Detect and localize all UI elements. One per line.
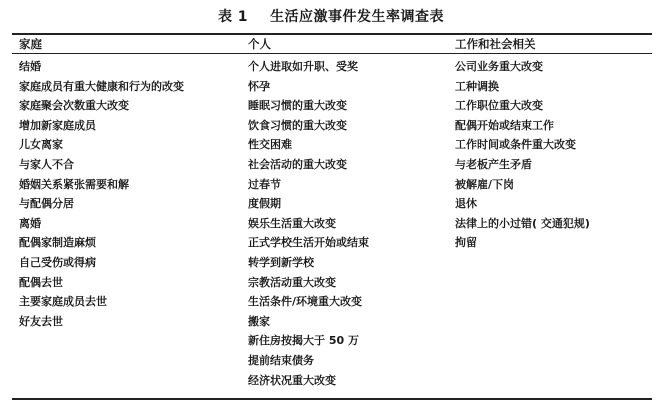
table-cell: 配偶去世 [19,275,63,289]
table-cell: 结婚 [19,60,41,73]
table-cell: 宗教活动重大改变 [248,275,336,289]
table-cell: 被解雇/下岗 [455,177,515,191]
column-header-family: 家庭 [19,37,42,51]
table-number: 表 1 [217,9,249,25]
table-cell: 离婚 [19,216,41,230]
column-header-work-social: 工作和社会相关 [455,37,536,51]
column-items-work-social [455,57,590,253]
column-header-personal: 个人 [248,37,271,51]
table-cell: 公司业务重大改变 [455,60,543,73]
table-top-rule [12,33,652,35]
table-caption [0,6,662,26]
table-cell: 睡眠习惯的重大改变 [248,99,347,113]
table-cell: 与配偶分居 [19,197,74,211]
table-cell: 过春节 [248,177,281,191]
column-family [19,36,184,331]
table-cell: 社会活动的重大改变 [248,157,347,171]
table-cell: 拘留 [455,236,477,250]
table-cell: 怀孕 [248,79,270,93]
table-cell: 饮食习惯的重大改变 [248,118,347,132]
table-cell: 工作职位重大改变 [455,99,543,113]
table-cell: 家庭成员有重大健康和行为的改变 [19,79,184,93]
table-cell: 提前结束债务 [248,353,314,367]
column-items-personal [248,57,369,390]
column-items-family [19,57,184,331]
table-cell: 搬家 [248,314,270,328]
table-cell: 正式学校生活开始或结束 [248,236,369,250]
table-cell: 配偶开始或结束工作 [455,118,554,132]
table-cell: 好友去世 [19,314,63,328]
table-cell: 工种调换 [455,79,499,93]
table-cell: 婚姻关系紧张需要和解 [19,177,129,191]
table-cell: 与老板产生矛盾 [455,157,532,171]
table-cell: 配偶家制造麻烦 [19,236,96,250]
table-cell: 退休 [455,197,477,211]
table-cell: 生活条件/环境重大改变 [248,295,363,309]
table-cell: 法律上的小过错( 交通犯规) [455,216,590,230]
column-personal [248,36,369,390]
table-cell: 娱乐生活重大改变 [248,216,336,230]
table-cell: 自己受伤或得病 [19,255,96,269]
table-bottom-rule [12,398,652,400]
table-cell: 增加新家庭成员 [19,118,96,132]
table-cell: 转学到新学校 [248,255,314,269]
table-cell: 家庭聚会次数重大改变 [19,99,129,113]
table-cell: 工作时间或条件重大改变 [455,138,576,152]
table-title: 生活应激事件发生率调查表 [270,9,445,25]
column-work-social [455,36,590,253]
table-cell: 与家人不合 [19,157,74,171]
table-cell: 度假期 [248,197,281,211]
table-cell: 性交困难 [248,138,292,152]
table-cell: 主要家庭成员去世 [19,295,107,309]
table-cell: 儿女离家 [19,138,63,152]
table-cell: 新住房按揭大于 50 万 [248,334,359,348]
table-cell: 经济状况重大改变 [248,373,336,387]
table-cell: 个人进取如升职、受奖 [248,60,358,73]
